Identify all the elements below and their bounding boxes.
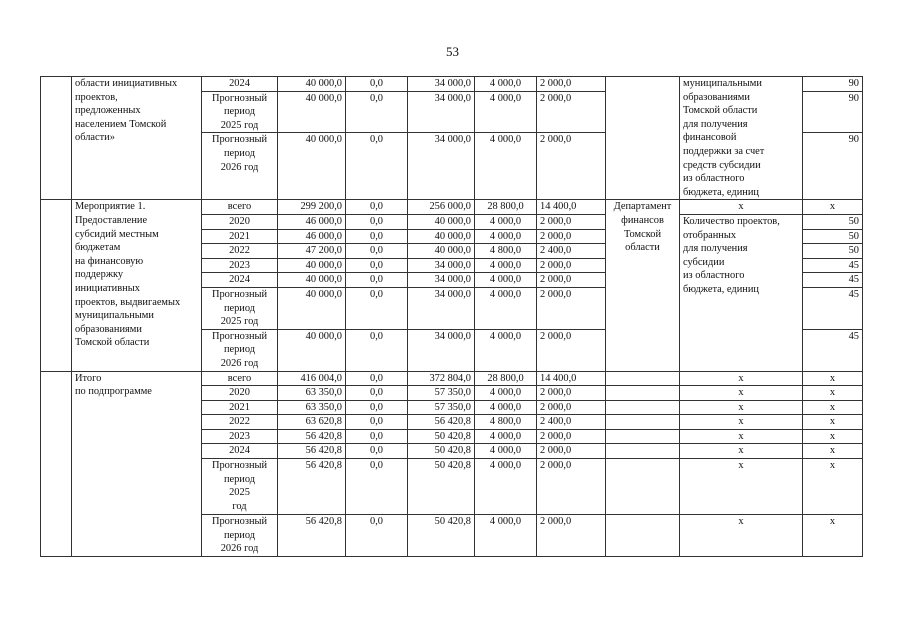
executor-cell (606, 386, 680, 401)
federal-cell: 0,0 (346, 91, 408, 133)
period-cell: Прогнозный период 2026 год (202, 515, 278, 557)
period-cell: 2020 (202, 386, 278, 401)
indicator-value: х (803, 200, 863, 215)
executor-cell (606, 415, 680, 430)
municipal-cell: 4 000,0 (475, 444, 537, 459)
municipal-cell: 4 000,0 (475, 400, 537, 415)
regional-cell: 34 000,0 (408, 287, 475, 329)
total-cell: 40 000,0 (278, 273, 346, 288)
indicator-value: 90 (803, 133, 863, 200)
period-cell: 2021 (202, 229, 278, 244)
federal-cell: 0,0 (346, 415, 408, 430)
regional-cell: 34 000,0 (408, 258, 475, 273)
federal-cell: 0,0 (346, 459, 408, 515)
indicator-value: 45 (803, 258, 863, 273)
total-cell: 63 350,0 (278, 400, 346, 415)
indicator-value: 50 (803, 244, 863, 259)
table-row (41, 371, 863, 386)
extrabudget-cell: 14 400,0 (537, 200, 606, 215)
period-cell: 2024 (202, 444, 278, 459)
total-cell: 40 000,0 (278, 91, 346, 133)
extrabudget-cell: 2 000,0 (537, 400, 606, 415)
period-cell: 2021 (202, 400, 278, 415)
extrabudget-cell: 2 000,0 (537, 459, 606, 515)
municipal-cell: 4 000,0 (475, 287, 537, 329)
total-cell: 40 000,0 (278, 133, 346, 200)
municipal-cell: 4 800,0 (475, 244, 537, 259)
extrabudget-cell: 2 000,0 (537, 273, 606, 288)
municipal-cell: 28 800,0 (475, 200, 537, 215)
period-cell: Прогнозный период 2025 год (202, 287, 278, 329)
indicator-name: х (680, 459, 803, 515)
regional-cell: 50 420,8 (408, 444, 475, 459)
municipal-cell: 4 000,0 (475, 214, 537, 229)
extrabudget-cell: 2 000,0 (537, 77, 606, 92)
number-cell (41, 371, 72, 556)
period-cell: Прогнозный период 2026 год (202, 329, 278, 371)
indicator-value: 50 (803, 214, 863, 229)
extrabudget-cell: 14 400,0 (537, 371, 606, 386)
executor-cell (606, 400, 680, 415)
period-cell: 2023 (202, 429, 278, 444)
extrabudget-cell: 2 000,0 (537, 214, 606, 229)
total-cell: 40 000,0 (278, 77, 346, 92)
federal-cell: 0,0 (346, 200, 408, 215)
extrabudget-cell: 2 000,0 (537, 258, 606, 273)
federal-cell: 0,0 (346, 287, 408, 329)
indicator-name: х (680, 371, 803, 386)
executor-cell (606, 429, 680, 444)
federal-cell: 0,0 (346, 386, 408, 401)
period-cell: 2022 (202, 244, 278, 259)
executor-cell: Департамент финансов Томской области (606, 200, 680, 371)
total-cell: 40 000,0 (278, 329, 346, 371)
regional-cell: 57 350,0 (408, 386, 475, 401)
total-cell: 56 420,8 (278, 459, 346, 515)
program-table (40, 76, 863, 557)
table-row (41, 200, 863, 215)
extrabudget-cell: 2 000,0 (537, 429, 606, 444)
regional-cell: 372 804,0 (408, 371, 475, 386)
regional-cell: 40 000,0 (408, 244, 475, 259)
regional-cell: 34 000,0 (408, 133, 475, 200)
federal-cell: 0,0 (346, 77, 408, 92)
federal-cell: 0,0 (346, 214, 408, 229)
indicator-name: х (680, 515, 803, 557)
municipal-cell: 4 000,0 (475, 229, 537, 244)
indicator-value: 45 (803, 329, 863, 371)
regional-cell: 50 420,8 (408, 429, 475, 444)
executor-cell (606, 77, 680, 200)
period-cell: 2020 (202, 214, 278, 229)
period-cell: 2023 (202, 258, 278, 273)
federal-cell: 0,0 (346, 133, 408, 200)
federal-cell: 0,0 (346, 258, 408, 273)
indicator-value: 45 (803, 273, 863, 288)
total-cell: 56 420,8 (278, 515, 346, 557)
total-cell: 46 000,0 (278, 214, 346, 229)
total-cell: 56 420,8 (278, 429, 346, 444)
regional-cell: 34 000,0 (408, 91, 475, 133)
federal-cell: 0,0 (346, 229, 408, 244)
municipal-cell: 4 000,0 (475, 429, 537, 444)
indicator-value: х (803, 415, 863, 430)
extrabudget-cell: 2 000,0 (537, 444, 606, 459)
federal-cell: 0,0 (346, 371, 408, 386)
federal-cell: 0,0 (346, 515, 408, 557)
extrabudget-cell: 2 000,0 (537, 515, 606, 557)
event-name: Мероприятие 1. Предоставление субсидий местным бюджетам на финансовую поддержку инициативных проектов, выдвигаемых муниципальными образованиями Томской области (72, 200, 202, 371)
federal-cell: 0,0 (346, 444, 408, 459)
period-cell: Прогнозный период 2026 год (202, 133, 278, 200)
total-cell: 299 200,0 (278, 200, 346, 215)
period-cell: всего (202, 200, 278, 215)
total-cell: 63 620,8 (278, 415, 346, 430)
indicator-name: х (680, 415, 803, 430)
regional-cell: 34 000,0 (408, 329, 475, 371)
extrabudget-cell: 2 000,0 (537, 287, 606, 329)
extrabudget-cell: 2 400,0 (537, 415, 606, 430)
indicator-value: х (803, 459, 863, 515)
number-cell (41, 200, 72, 371)
period-cell: 2024 (202, 77, 278, 92)
federal-cell: 0,0 (346, 244, 408, 259)
indicator-name: х (680, 386, 803, 401)
indicator-value: х (803, 444, 863, 459)
total-cell: 47 200,0 (278, 244, 346, 259)
indicator-value: х (803, 386, 863, 401)
regional-cell: 50 420,8 (408, 515, 475, 557)
total-cell: 40 000,0 (278, 287, 346, 329)
event-name: области инициативных проектов, предложенных населением Томской области» (72, 77, 202, 200)
indicator-name: Количество проектов, отобранных для получения субсидии из областного бюджета, единиц (680, 214, 803, 371)
indicator-value: 90 (803, 91, 863, 133)
regional-cell: 34 000,0 (408, 273, 475, 288)
municipal-cell: 4 000,0 (475, 91, 537, 133)
regional-cell: 34 000,0 (408, 77, 475, 92)
regional-cell: 50 420,8 (408, 459, 475, 515)
total-cell: 46 000,0 (278, 229, 346, 244)
executor-cell (606, 459, 680, 515)
federal-cell: 0,0 (346, 429, 408, 444)
municipal-cell: 4 000,0 (475, 77, 537, 92)
federal-cell: 0,0 (346, 273, 408, 288)
total-cell: 416 004,0 (278, 371, 346, 386)
indicator-name: муниципальными образованиями Томской области для получения финансовой поддержки за счет средств субсидии из областного бюджета, единиц (680, 77, 803, 200)
table-row (41, 77, 863, 92)
regional-cell: 56 420,8 (408, 415, 475, 430)
period-cell: 2024 (202, 273, 278, 288)
period-cell: 2022 (202, 415, 278, 430)
indicator-name: х (680, 400, 803, 415)
extrabudget-cell: 2 000,0 (537, 133, 606, 200)
municipal-cell: 4 000,0 (475, 273, 537, 288)
municipal-cell: 4 000,0 (475, 515, 537, 557)
extrabudget-cell: 2 400,0 (537, 244, 606, 259)
number-cell (41, 77, 72, 200)
regional-cell: 57 350,0 (408, 400, 475, 415)
period-cell: всего (202, 371, 278, 386)
indicator-value: х (803, 429, 863, 444)
municipal-cell: 4 000,0 (475, 329, 537, 371)
federal-cell: 0,0 (346, 400, 408, 415)
municipal-cell: 28 800,0 (475, 371, 537, 386)
indicator-value: 90 (803, 77, 863, 92)
extrabudget-cell: 2 000,0 (537, 329, 606, 371)
total-cell: 40 000,0 (278, 258, 346, 273)
page-number: 53 (446, 44, 459, 59)
regional-cell: 256 000,0 (408, 200, 475, 215)
regional-cell: 40 000,0 (408, 214, 475, 229)
executor-cell (606, 515, 680, 557)
executor-cell (606, 371, 680, 386)
total-cell: 63 350,0 (278, 386, 346, 401)
municipal-cell: 4 000,0 (475, 386, 537, 401)
municipal-cell: 4 000,0 (475, 459, 537, 515)
indicator-value: 50 (803, 229, 863, 244)
municipal-cell: 4 800,0 (475, 415, 537, 430)
indicator-name: х (680, 200, 803, 215)
indicator-value: х (803, 400, 863, 415)
total-cell: 56 420,8 (278, 444, 346, 459)
municipal-cell: 4 000,0 (475, 258, 537, 273)
indicator-value: х (803, 371, 863, 386)
extrabudget-cell: 2 000,0 (537, 91, 606, 133)
indicator-value: х (803, 515, 863, 557)
subtotal-name: Итого по подпрограмме (72, 371, 202, 556)
executor-cell (606, 444, 680, 459)
indicator-value: 45 (803, 287, 863, 329)
municipal-cell: 4 000,0 (475, 133, 537, 200)
extrabudget-cell: 2 000,0 (537, 386, 606, 401)
indicator-name: х (680, 444, 803, 459)
period-cell: Прогнозный период 2025 год (202, 459, 278, 515)
regional-cell: 40 000,0 (408, 229, 475, 244)
indicator-name: х (680, 429, 803, 444)
extrabudget-cell: 2 000,0 (537, 229, 606, 244)
federal-cell: 0,0 (346, 329, 408, 371)
period-cell: Прогнозный период 2025 год (202, 91, 278, 133)
